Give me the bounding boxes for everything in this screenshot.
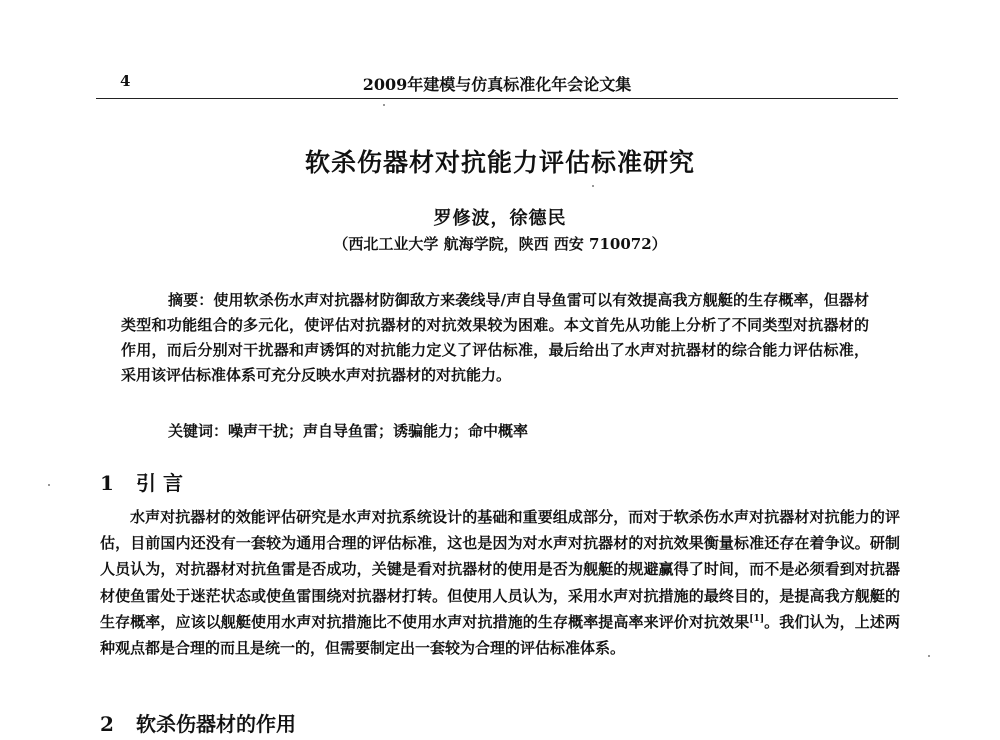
scan-speck xyxy=(592,185,594,187)
keywords-text: 噪声干扰；声自导鱼雷；诱骗能力；命中概率 xyxy=(228,422,529,440)
abstract xyxy=(121,288,869,388)
paper-title: 软杀伤器材对抗能力评估标准研究 xyxy=(304,148,695,177)
scan-speck xyxy=(383,104,385,106)
section-number: 2 xyxy=(100,712,114,736)
paragraph-text: 水声对抗器材的效能评估研究是水声对抗系统设计的基础和重要组成部分，而对于软杀伤水声对抗器材对抗能力的评估，目前国内还没有一套较为通用合理的评估标准，这也是因为对水声对抗器材的对抗效果衡量标准还存在着争议。研制人员认为，对抗器材对抗鱼雷是否成功，关键是看对抗器材的使用是否为舰艇的规避赢得了时间，而不是必须看到对抗器材使鱼雷处于迷茫状态或使鱼雷围绕对抗器材打转。但使用人员认为，采用水声对抗措施的最终目的，是提高我方舰艇的生存概率，应该以舰艇使用水声对抗措施比不使用水声对抗措施的生存概率提高率来评价对抗效果 xyxy=(100,508,900,631)
paper-authors: 罗修波，徐德民 xyxy=(433,208,567,229)
scan-speck xyxy=(48,484,50,486)
abstract-label: 摘要： xyxy=(168,291,214,309)
section-heading-1 xyxy=(100,467,183,496)
scan-speck xyxy=(928,655,930,657)
abstract-text: 使用软杀伤水声对抗器材防御敌方来袭线导/声自导鱼雷可以有效提高我方舰艇的生存概率，但器材类型和功能组合的多元化，使评估对抗器材的对抗效果较为困难。本文首先从功能上分析了不同类型对抗器材的作用，而后分别对干扰器和声诱饵的对抗能力定义了评估标准，最后给出了水声对抗器材的综合能力评估标准，采用该评估标准体系可充分反映水声对抗器材的对抗能力。 xyxy=(121,291,869,384)
keywords xyxy=(168,420,528,441)
section-heading-2 xyxy=(100,708,296,737)
section-title: 引 言 xyxy=(136,471,183,495)
citation-ref: [1] xyxy=(749,613,765,624)
keywords-label: 关键词： xyxy=(168,422,229,440)
section-title: 软杀伤器材的作用 xyxy=(136,712,296,736)
header-rule xyxy=(96,98,898,99)
running-header xyxy=(96,72,898,92)
paper-affiliation: （西北工业大学 航海学院，陕西 西安 710072） xyxy=(333,235,667,253)
paragraph xyxy=(100,504,900,661)
paragraph-text-end: 。我们认为，上述两种观点都是合理的而且是统一的，但需要制定出一套较为合理的评估标准体系。 xyxy=(100,612,900,658)
proceedings-title: 2009年建模与仿真标准化年会论文集 xyxy=(362,75,632,94)
page-number: 4 xyxy=(120,72,131,90)
section-number: 1 xyxy=(100,471,114,495)
section-1-body xyxy=(100,504,900,661)
